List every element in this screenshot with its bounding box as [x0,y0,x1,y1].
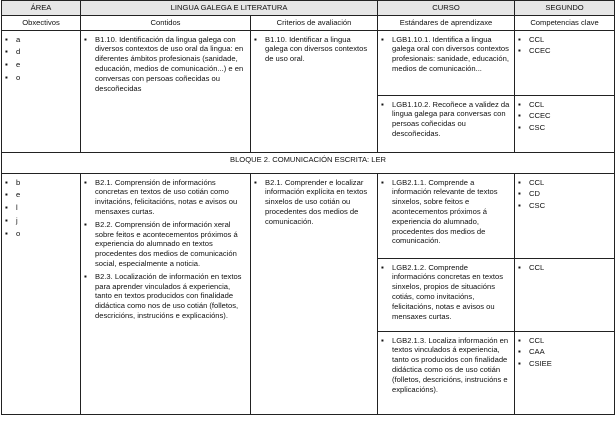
block1-objectives-cell [2,30,81,152]
block1-standard-2-competences-cell [515,95,615,152]
competences-column-header: Competencias clave [515,15,615,30]
block2-standard-3-competences-cell [515,331,615,414]
block2-criteria-list [254,178,374,227]
competence-item: ▪ CSIEE [518,359,611,369]
standard-text: ▪ LGB2.1.2. Comprende informacións concretas en textos sinxelos, propios de situacións cotiás, como invitacións, felicitacións, notas e avisos ou mensaxes curtas. [381,263,511,322]
list-item: ▪ e [5,190,77,200]
competences-list [518,178,611,211]
competences-list [518,336,611,369]
competences-list [518,100,611,133]
list-item: ▪ o [5,229,77,239]
competences-list [518,263,611,273]
list-item: ▪ d [5,47,77,57]
objectives-column-header: Obxectivos [2,15,81,30]
block2-standard-1-cell [378,173,515,258]
standard-list [381,35,511,74]
list-item: ▪ B2.1. Comprensión de informacións concretas en textos de uso cotián como invitacións, felicitacións, notas e avisos ou mensaxes curtas. [84,178,247,217]
competence-item: ▪ CD [518,189,611,199]
competence-item: ▪ CSC [518,123,611,133]
block2-title-row [2,152,615,173]
block2-title: BLOQUE 2. COMUNICACIÓN ESCRITA: LER [2,152,615,173]
list-item: ▪ B1.10. Identificación da lingua galega con diversos contextos de uso oral da lingua: en diferentes ámbitos profesionais (sanidade, educación, medios de comunicación...) e en conversas con persoas coñecidas ou descoñecidas [84,35,247,94]
column-header-row [2,15,615,30]
standard-text: ▪ LGB2.1.1. Comprende a información relevante de textos sinxelos, sobre feitos e acontecementos próximos á experiencia do alumnado, procedentes dos medios de comunicación. [381,178,511,247]
block1-contents-list [84,35,247,94]
competence-item: ▪ CSC [518,201,611,211]
header-row [2,1,615,16]
list-item: ▪ B2.1. Comprender e localizar información explícita en textos sinxelos de uso cotián ou procedentes dos medios de comunicación. [254,178,374,227]
block1-standard-1-cell [378,30,515,95]
competence-item: ▪ CCL [518,100,611,110]
block1-criteria-list [254,35,374,64]
standard-list [381,336,511,395]
list-item: ▪ j [5,216,77,226]
contents-column-header: Contidos [81,15,251,30]
competence-item: ▪ CCEC [518,111,611,121]
standard-text: ▪ LGB2.1.3. Localiza información en textos vinculados á experiencia, tanto os producidos con finalidade didáctica como os de uso cotián (folletos, descricións, instrucións e explicacións). [381,336,511,395]
competence-item: ▪ CCL [518,35,611,45]
block2-standard-2-competences-cell [515,258,615,331]
block2-criteria-cell [251,173,378,414]
list-item: ▪ B1.10. Identificar a lingua galega con diversos contextos de uso oral. [254,35,374,64]
block2-contents-list [84,178,247,321]
subject-header: LINGUA GALEGA E LITERATURA [81,1,378,16]
standard-text: ▪ LGB1.10.2. Recoñece a validez da lingua galega para conversas con persoas coñecidas ou descoñecidas. [381,100,511,139]
list-item: ▪ b [5,178,77,188]
block1-objectives-list [5,35,77,83]
competences-list [518,35,611,57]
competence-item: ▪ CCL [518,336,611,346]
block1-standard-2-cell [378,95,515,152]
standards-column-header: Estándares de aprendizaxe [378,15,515,30]
list-item: ▪ e [5,60,77,70]
standard-list [381,178,511,247]
block1-contents-cell [81,30,251,152]
standard-text: ▪ LGB1.10.1. Identifica a lingua galega oral con diversos contextos profesionais: sanidade, educación, medios de comunicación... [381,35,511,74]
criteria-column-header: Criterios de avaliación [251,15,378,30]
curriculum-table [1,0,615,415]
competence-item: ▪ CCL [518,263,611,273]
block2-standard-3-cell [378,331,515,414]
course-value: SEGUNDO [515,1,615,16]
block2-objectives-list [5,178,77,239]
block2-row-1 [2,173,615,258]
course-label: CURSO [378,1,515,16]
block2-standard-2-cell [378,258,515,331]
list-item: ▪ l [5,203,77,213]
block2-contents-cell [81,173,251,414]
block2-objectives-cell [2,173,81,414]
area-header: ÁREA [2,1,81,16]
list-item: ▪ B2.2. Comprensión de información xeral sobre feitos e acontecementos próximos á experiencia do alumnado en textos procedentes dos medios de comunicación social, especialmente a noticia. [84,220,247,269]
list-item: ▪ o [5,73,77,83]
block1-row-1 [2,30,615,95]
competence-item: ▪ CCEC [518,46,611,56]
block1-standard-1-competences-cell [515,30,615,95]
block1-criteria-cell [251,30,378,152]
block2-standard-1-competences-cell [515,173,615,258]
competence-item: ▪ CCL [518,178,611,188]
list-item: ▪ B2.3. Localización de información en textos para aprender vinculados á experiencia, tanto en textos producidos con finalidade didáctica como nos de uso cotián (folletos, descricións, instrucións e explicacións). [84,272,247,321]
standard-list [381,100,511,139]
list-item: ▪ a [5,35,77,45]
competence-item: ▪ CAA [518,347,611,357]
standard-list [381,263,511,322]
